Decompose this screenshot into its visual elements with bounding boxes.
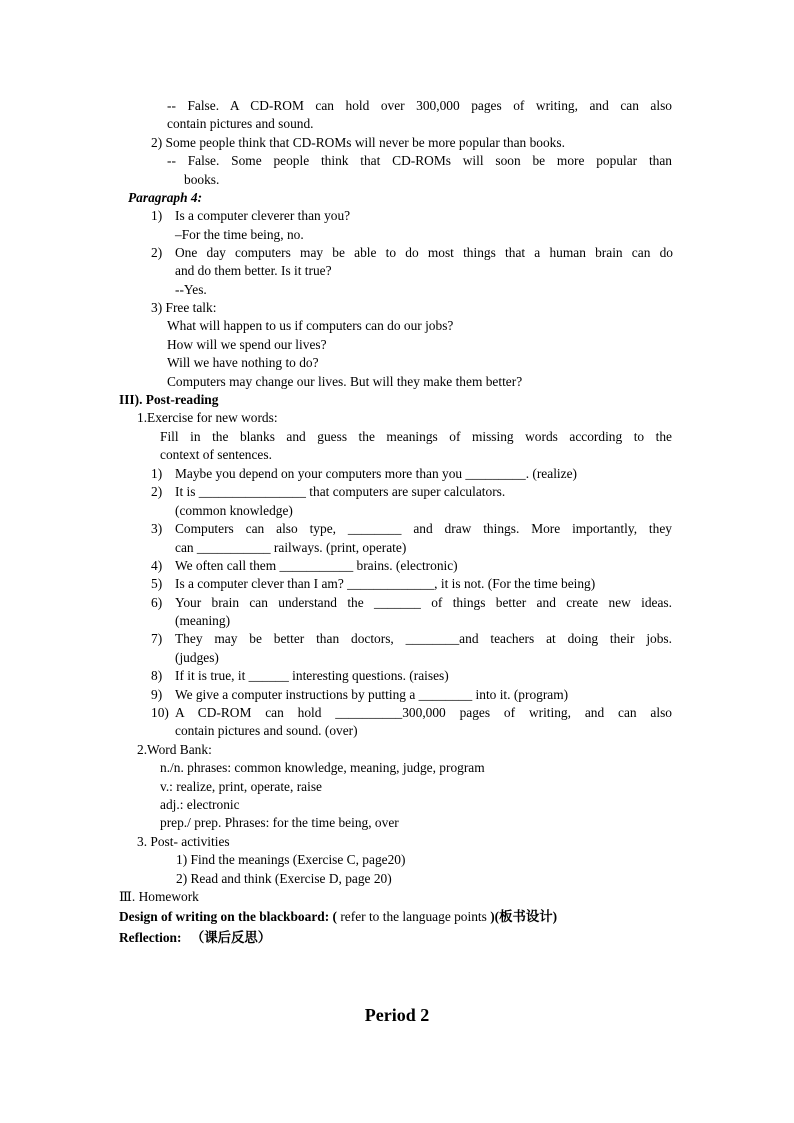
exercise-instruction-line-2: context of sentences. [160, 447, 272, 462]
word-bank-entry: prep./ prep. Phrases: for the time being, over [160, 815, 399, 830]
exercise-item-number: 4) [151, 558, 163, 573]
post-reading-heading: III). Post-reading [119, 392, 219, 407]
exercise-item-number: 10) [151, 705, 169, 720]
blackboard-design-line [119, 908, 557, 926]
exercise-item-text: Is a computer clever than I am? _____________, it is not. (For the time being) [175, 576, 596, 591]
free-talk-question: What will happen to us if computers can do our jobs? [167, 318, 454, 333]
exercise-item-text-cont: contain pictures and sound. (over) [175, 723, 358, 738]
word-bank-title: 2.Word Bank: [137, 742, 212, 757]
question-2: 2) Some people think that CD-ROMs will never be more popular than books. [151, 135, 565, 150]
p4-question-1: Is a computer cleverer than you? [175, 208, 351, 223]
p4-question-2-line-1: One day computers may be able to do most things that a human brain can do [175, 245, 673, 260]
free-talk-question: Computers may change our lives. But will they make them better? [167, 374, 523, 389]
free-talk-question: How will we spend our lives? [167, 337, 327, 352]
blackboard-design-label: Design of writing on the blackboard: [119, 909, 330, 924]
exercise-item-text: They may be better than doctors, ________and teachers at doing their jobs. [175, 631, 672, 646]
answer-2-line-1: -- False. Some people think that CD-ROMs will soon be more popular than [167, 153, 672, 168]
exercise-item-text: A CD-ROM can hold __________300,000 pages of writing, and can also [175, 705, 672, 720]
period-title: Period 2 [364, 1005, 430, 1025]
p4-q2-number: 2) [151, 245, 163, 260]
exercise-item-number: 6) [151, 595, 163, 610]
blackboard-design-cn: )(板书设计) [490, 909, 558, 924]
reflection-line [119, 929, 271, 947]
exercise-item-text: Maybe you depend on your computers more than you _________. (realize) [175, 466, 577, 481]
paragraph-4-heading: Paragraph 4: [128, 190, 203, 205]
homework-heading: Ⅲ. Homework [119, 889, 199, 904]
exercise-item-number: 2) [151, 484, 163, 499]
exercise-item-text: If it is true, it ______ interesting questions. (raises) [175, 668, 449, 683]
exercise-item-number: 7) [151, 631, 163, 646]
exercise-item-text-cont: (meaning) [175, 613, 231, 628]
word-bank-entry: v.: realize, print, operate, raise [160, 779, 322, 794]
p4-answer-2: --Yes. [175, 282, 207, 297]
word-bank-entry: adj.: electronic [160, 797, 240, 812]
exercise-item-text-cont: (common knowledge) [175, 503, 293, 518]
exercise-item-text: It is ________________ that computers are super calculators. [175, 484, 506, 499]
reflection-note: （课后反思） [190, 930, 272, 945]
exercise-item-text: Your brain can understand the _______ of things better and create new ideas. [175, 595, 672, 610]
reflection-label: Reflection: [119, 930, 182, 945]
exercise-item-number: 9) [151, 687, 163, 702]
exercise-item-number: 3) [151, 521, 163, 536]
exercise-title: 1.Exercise for new words: [137, 410, 278, 425]
exercise-item-text: We give a computer instructions by putting a ________ into it. (program) [175, 687, 569, 702]
blackboard-design-note: refer to the language points [337, 909, 491, 924]
exercise-item-text: We often call them ___________ brains. (electronic) [175, 558, 458, 573]
p4-question-2-line-2: and do them better. Is it true? [175, 263, 332, 278]
exercise-item-text-cont: (judges) [175, 650, 219, 665]
answer-2-line-2: books. [184, 172, 220, 187]
p4-answer-1: –For the time being, no. [175, 227, 304, 242]
free-talk-question: Will we have nothing to do? [167, 355, 319, 370]
post-activity-item: 2) Read and think (Exercise D, page 20) [176, 871, 392, 886]
exercise-item-number: 5) [151, 576, 163, 591]
exercise-instruction-line-1: Fill in the blanks and guess the meanings of missing words according to the [160, 429, 672, 444]
paren-open: ( [332, 909, 337, 924]
answer-1-line-1: -- False. A CD-ROM can hold over 300,000 pages of writing, and can also [167, 98, 672, 113]
p4-q1-number: 1) [151, 208, 163, 223]
exercise-item-number: 1) [151, 466, 163, 481]
word-bank-entry: n./n. phrases: common knowledge, meaning, judge, program [160, 760, 485, 775]
exercise-item-number: 8) [151, 668, 163, 683]
exercise-item-text-cont: can ___________ railways. (print, operate) [175, 540, 407, 555]
post-activity-item: 1) Find the meanings (Exercise C, page20) [176, 852, 406, 867]
post-activities-title: 3. Post- activities [137, 834, 230, 849]
free-talk-label: 3) Free talk: [151, 300, 217, 315]
answer-1-line-2: contain pictures and sound. [167, 116, 314, 131]
exercise-item-text: Computers can also type, ________ and draw things. More importantly, they [175, 521, 672, 536]
